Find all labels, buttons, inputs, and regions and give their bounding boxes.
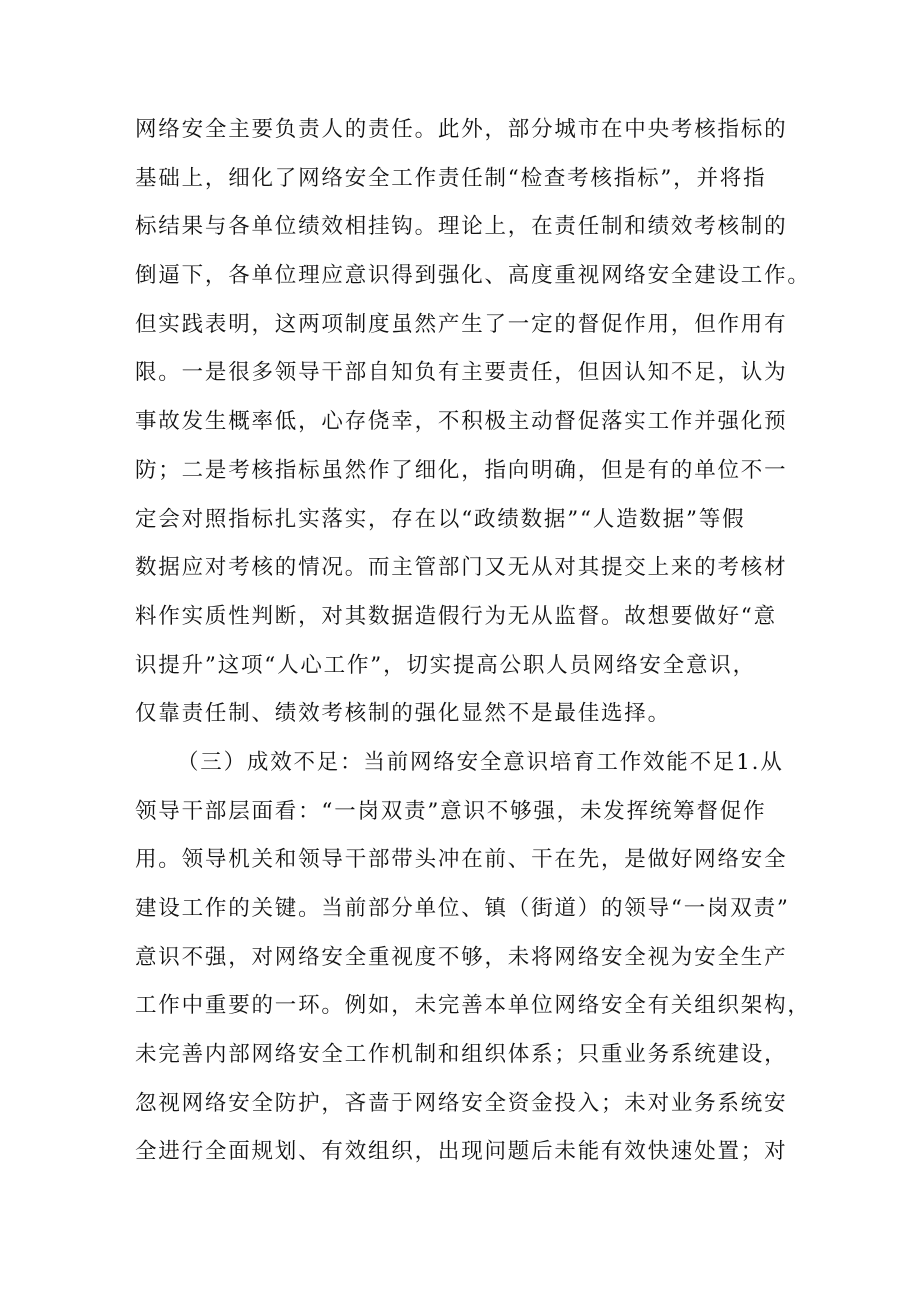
text-line: 用。领导机关和领导干部带头冲在前、干在先，是做好网络安全 (135, 847, 788, 873)
text-line: 限。一是很多领导干部自知负有主要责任，但因认知不足，认为 (135, 360, 788, 386)
text-line: 工作中重要的一环。例如，未完善本单位网络安全有关组织架构， (135, 993, 811, 1019)
text-line: 识提升”这项“人心工作”，切实提高公职人员网络安全意识， (135, 652, 756, 678)
text-line: 仅靠责任制、绩效考核制的强化显然不是最佳选择。 (135, 701, 671, 727)
text-line: 事故发生概率低，心存侥幸，不积极主动督促落实工作并强化预 (135, 409, 788, 435)
text-line: 基础上，细化了网络安全工作责任制“检查考核指标”，并将指 (135, 165, 767, 191)
text-line: 建设工作的关键。当前部分单位、镇（街道）的领导“一岗双责” (135, 896, 790, 921)
text-line: 倒逼下，各单位理应意识得到强化、高度重视网络安全建设工作。 (135, 263, 811, 289)
document-body (135, 106, 815, 1177)
text-line: 料作实质性判断，对其数据造假行为无从监督。故想要做好“意 (135, 603, 777, 629)
text-line: 标结果与各单位绩效相挂钩。理论上，在责任制和绩效考核制的 (135, 214, 788, 240)
text-line: 忽视网络安全防护，吝啬于网络安全资金投入；未对业务系统安 (135, 1090, 788, 1116)
text-line: 数据应对考核的情况。而主管部门又无从对其提交上来的考核材 (135, 555, 788, 581)
text-line: 网络安全主要负责人的责任。此外，部分城市在中央考核指标的 (135, 117, 788, 142)
text-line: 防；二是考核指标虽然作了细化，指向明确，但是有的单位不一 (135, 457, 788, 483)
section-heading-line: （三）成效不足：当前网络安全意识培育工作效能不足1.从 (177, 749, 784, 775)
text-line: 但实践表明，这两项制度虽然产生了一定的督促作用，但作用有 (135, 311, 788, 337)
text-line: 意识不强，对网络安全重视度不够，未将网络安全视为安全生产 (135, 944, 788, 970)
text-line: 未完善内部网络安全工作机制和组织体系；只重业务系统建设， (135, 1042, 788, 1068)
text-line: 定会对照指标扎实落实，存在以“政绩数据”“人造数据”等假 (135, 506, 746, 532)
text-line: 领导干部层面看：“一岗双责”意识不够强，未发挥统筹督促作 (135, 798, 767, 824)
text-line: 全进行全面规划、有效组织，出现问题后未能有效快速处置；对 (135, 1139, 788, 1165)
